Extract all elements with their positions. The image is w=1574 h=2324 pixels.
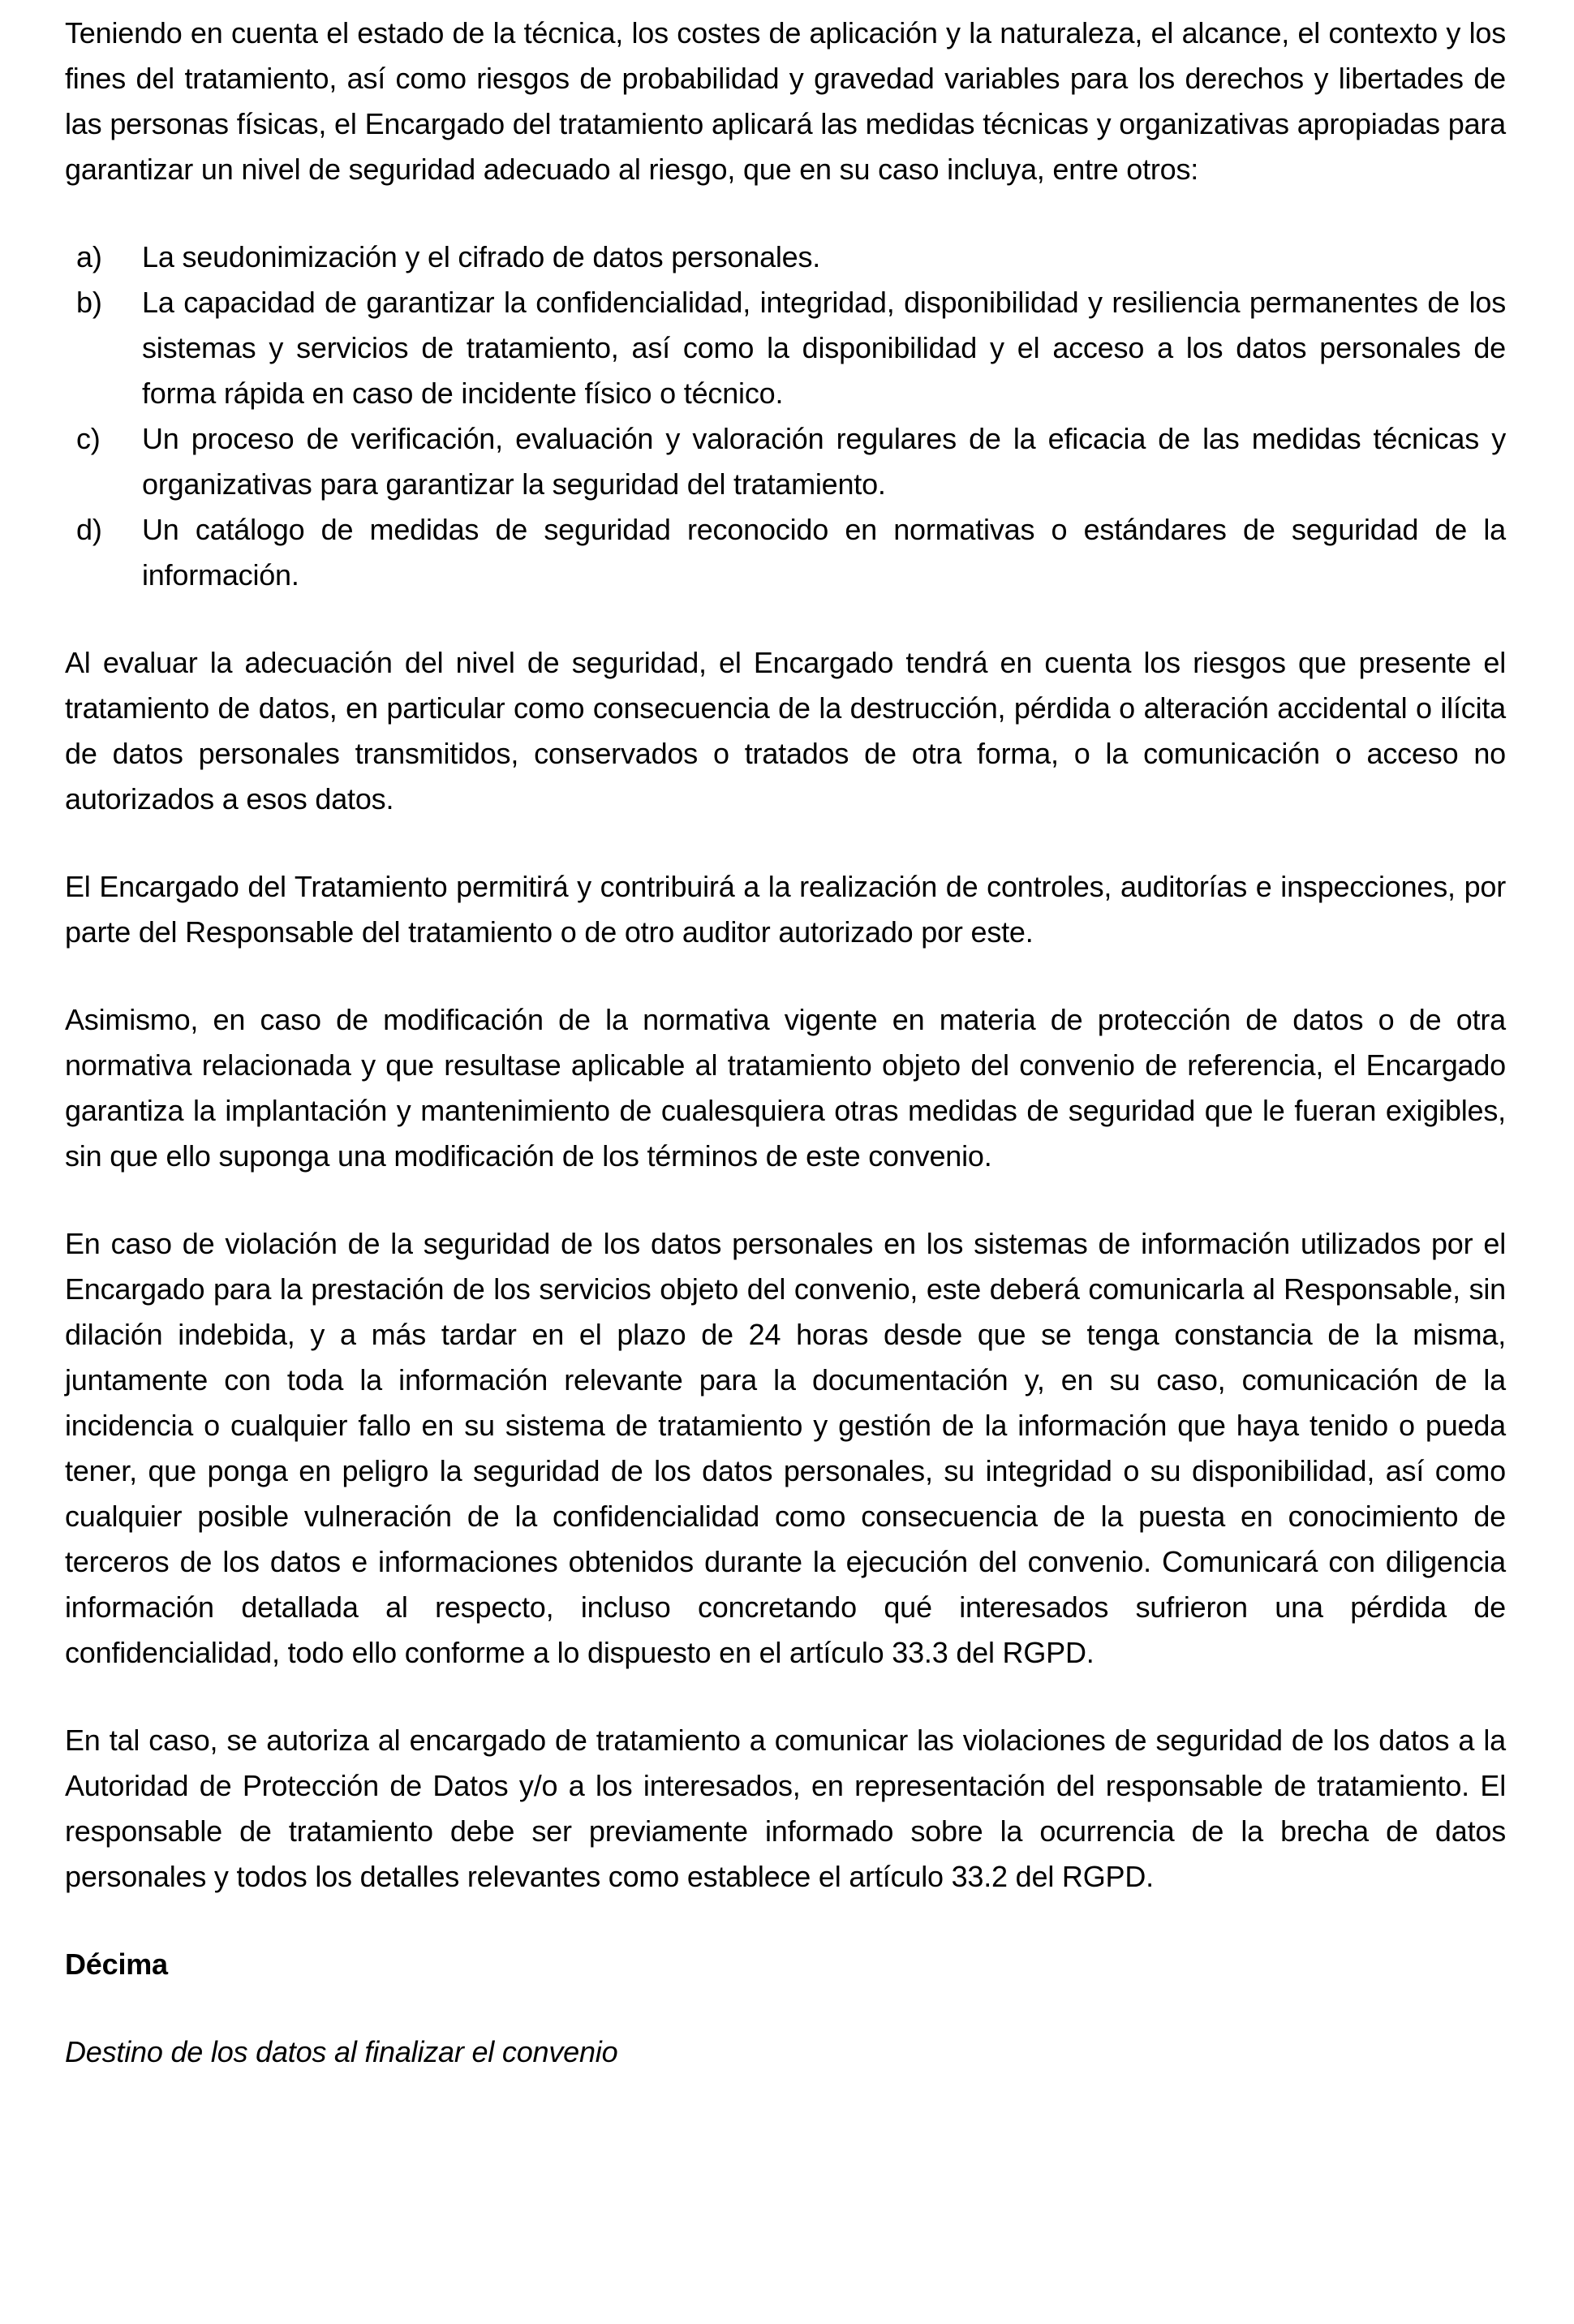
list-item [65,507,1506,598]
list-item-marker: d) [76,513,102,546]
clause-subtitle: Destino de los datos al finalizar el convenio [65,2035,618,2068]
list-item [65,416,1506,507]
list-item-text: La seudonimización y el cifrado de datos personales. [142,240,821,273]
list-item [65,235,1506,280]
list-item-text: Un proceso de verificación, evaluación y valoración regulares de la eficacia de las medidas técnicas y organizativas para garantizar la seguridad del tratamiento. [142,422,1506,501]
list-item [65,280,1506,416]
audits-paragraph: El Encargado del Tratamiento permitirá y contribuirá a la realización de controles, auditorías e inspecciones, por parte del Responsable del tratamiento o de otro auditor autorizado por este. [65,870,1506,949]
list-item-marker: a) [76,240,102,273]
breach-communication-paragraph: En tal caso, se autoriza al encargado de tratamiento a comunicar las violaciones de seguridad de los datos a la Autoridad de Protección de Datos y/o a los interesados, en representación del responsable de tratamiento. El responsable de tratamiento debe ser previamente informado sobre la ocurrencia de la brecha de datos personales y todos los detalles relevantes como establece el artículo 33.2 del RGPD. [65,1724,1506,1893]
breach-notification-paragraph: En caso de violación de la seguridad de los datos personales en los sistemas de información utilizados por el Encargado para la prestación de los servicios objeto del convenio, este deberá comunicarla al Responsable, sin dilación indebida, y a más tardar en el plazo de 24 horas desde que se tenga constancia de la misma, juntamente con toda la información relevante para la documentación y, en su caso, comunicación de la incidencia o cualquier fallo en su sistema de tratamiento y gestión de la información que haya tenido o pueda tener, que ponga en peligro la seguridad de los datos personales, su integridad o su disponibilidad, así como cualquier posible vulneración de la confidencialidad como consecuencia de la puesta en conocimiento de terceros de los datos e informaciones obtenidos durante la ejecución del convenio. Comunicará con diligencia información detallada al respecto, incluso concretando qué interesados sufrieron una pérdida de confidencialidad, todo ello conforme a lo dispuesto en el artículo 33.3 del RGPD. [65,1227,1506,1669]
list-item-marker: b) [76,286,102,319]
clause-heading: Décima [65,1947,168,1981]
regulation-changes-paragraph: Asimismo, en caso de modificación de la normativa vigente en materia de protección de datos o de otra normativa relacionada y que resultase aplicable al tratamiento objeto del convenio de referencia, el Encargado garantiza la implantación y mantenimiento de cualesquiera otras medidas de seguridad que le fueran exigibles, sin que ello suponga una modificación de los términos de este convenio. [65,1003,1506,1173]
security-measures-list [65,235,1506,598]
list-item-text: Un catálogo de medidas de seguridad reconocido en normativas o estándares de seguridad de la información. [142,513,1506,592]
risk-evaluation-paragraph: Al evaluar la adecuación del nivel de seguridad, el Encargado tendrá en cuenta los riesgos que presente el tratamiento de datos, en particular como consecuencia de la destrucción, pérdida o alteración accidental o ilícita de datos personales transmitidos, conservados o tratados de otra forma, o la comunicación o acceso no autorizados a esos datos. [65,646,1506,816]
list-item-text: La capacidad de garantizar la confidencialidad, integridad, disponibilidad y resiliencia permanentes de los sistemas y servicios de tratamiento, así como la disponibilidad y el acceso a los datos personales de forma rápida en caso de incidente físico o técnico. [142,286,1506,410]
intro-paragraph: Teniendo en cuenta el estado de la técnica, los costes de aplicación y la naturaleza, el alcance, el contexto y los fines del tratamiento, así como riesgos de probabilidad y gravedad variables para los derechos y libertades de las personas físicas, el Encargado del tratamiento aplicará las medidas técnicas y organizativas apropiadas para garantizar un nivel de seguridad adecuado al riesgo, que en su caso incluya, entre otros: [65,16,1506,186]
list-item-marker: c) [76,422,101,455]
